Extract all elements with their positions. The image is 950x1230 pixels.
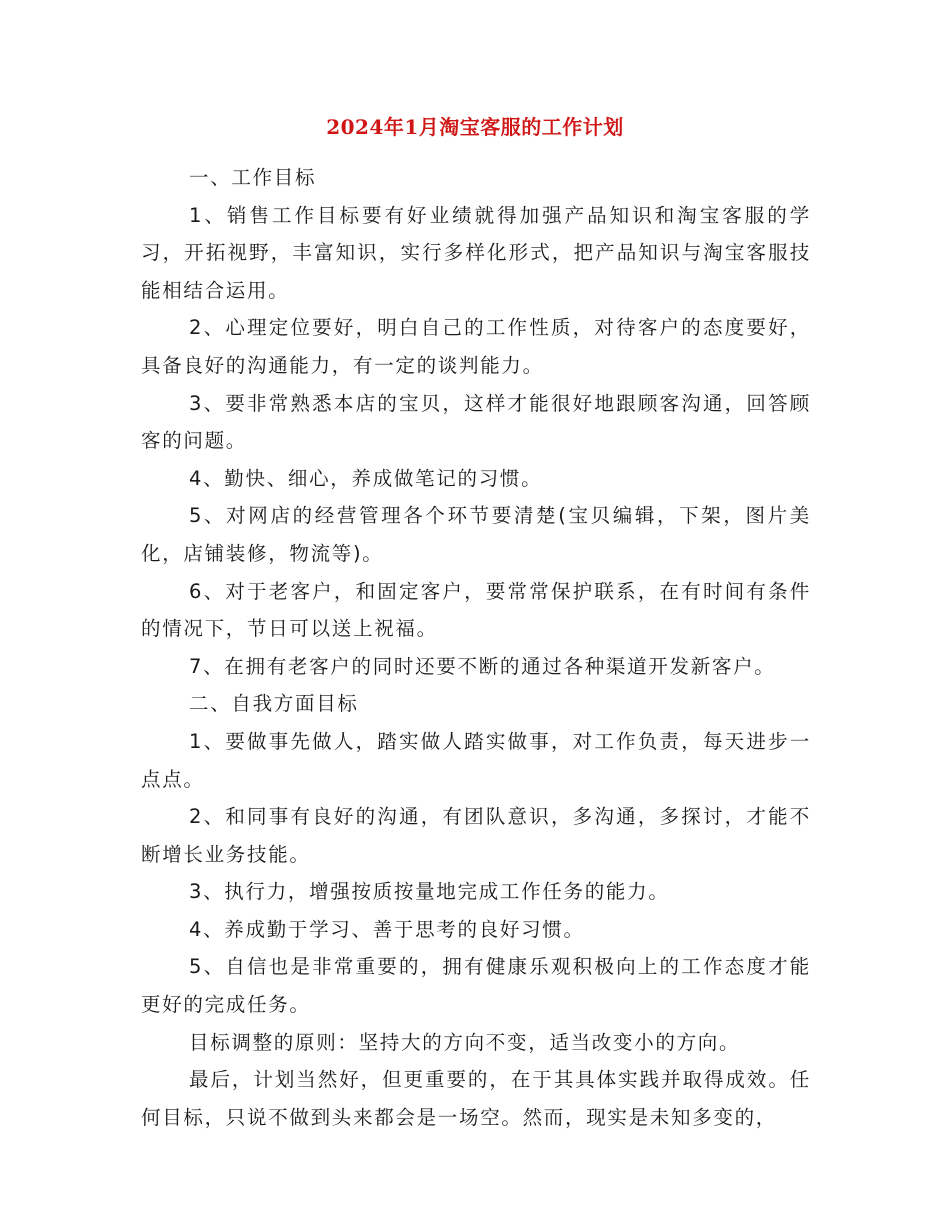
paragraph: 最后，计划当然好，但更重要的，在于其具体实践并取得成效。任何目标，只说不做到头来都会是一场空。然而，现实是未知多变的， [141,1068,811,1129]
paragraph: 4、勤快、细心，养成做笔记的习惯。 [189,466,543,490]
paragraph: 1、要做事先做人，踏实做人踏实做事，对工作负责，每天进步一点点。 [141,729,811,791]
paragraph: 5、对网店的经营管理各个环节要清楚(宝贝编辑，下架，图片美化，店铺装修，物流等)。 [141,504,811,565]
paragraph: 目标调整的原则：坚持大的方向不变，适当改变小的方向。 [189,1030,741,1054]
paragraph: 1、销售工作目标要有好业绩就得加强产品知识和淘宝客服的学习，开拓视野，丰富知识，实行多样化形式，把产品知识与淘宝客服技能相结合运用。 [141,203,811,302]
paragraph: 3、要非常熟悉本店的宝贝，这样才能很好地跟顾客沟通，回答顾客的问题。 [141,391,811,453]
section-heading: 一、工作目标 [189,166,317,189]
paragraph: 4、养成勤于学习、善于思考的良好习惯。 [189,917,585,941]
paragraph: 7、在拥有老客户的同时还要不断的通过各种渠道开发新客户。 [189,654,776,678]
paragraph: 3、执行力，增强按质按量地完成工作任务的能力。 [189,880,670,904]
section-heading: 二、自我方面目标 [189,692,359,716]
paragraph: 2、和同事有良好的沟通，有团队意识，多沟通，多探讨，才能不断增长业务技能。 [141,805,811,866]
paragraph: 6、对于老客户，和固定客户，要常常保护联系，在有时间有条件的情况下，节日可以送上祝福。 [141,579,811,641]
document-title: 2024年1月淘宝客服的工作计划 [326,115,624,139]
paragraph: 5、自信也是非常重要的，拥有健康乐观积极向上的工作态度才能更好的完成任务。 [141,955,811,1017]
paragraph: 2、心理定位要好，明白自己的工作性质，对待客户的态度要好，具备良好的沟通能力，有一定的谈判能力。 [141,316,811,377]
document-body [141,159,811,1136]
